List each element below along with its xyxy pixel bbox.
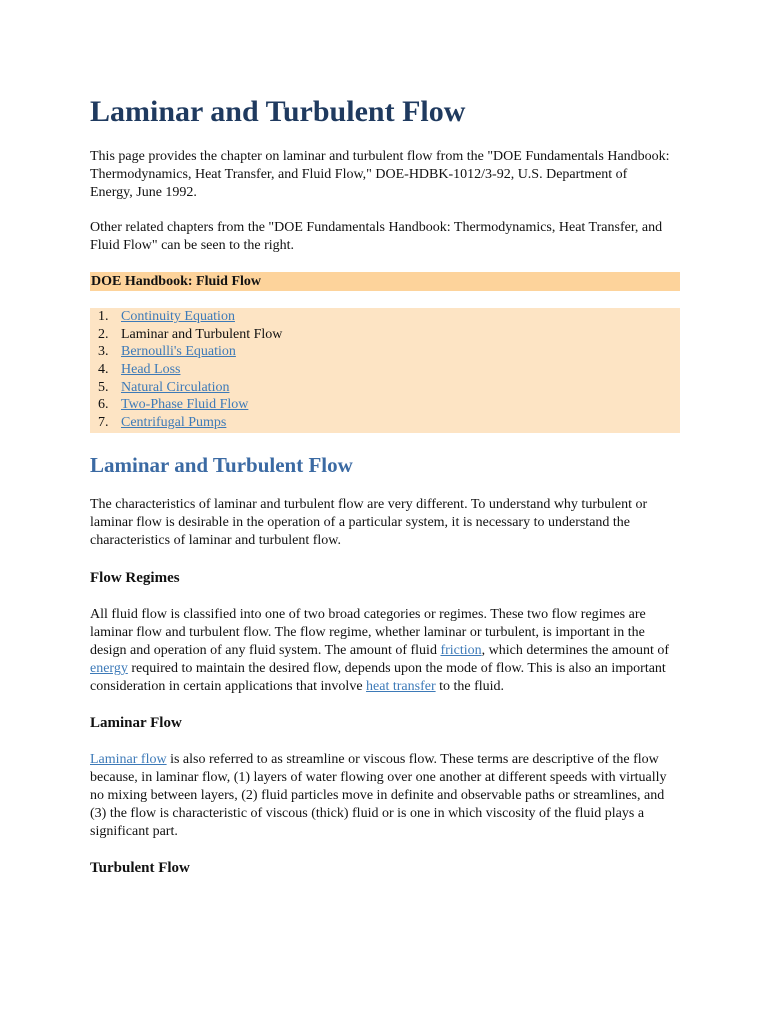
flow-regimes-text-a: All fluid flow is classified into one of two broad categories or regimes. These two flow regimes are laminar flow and turbulent flow. The flow regime, whether laminar or turbulent, is important in the design and operation of any fluid system. The amount of fluid xyxy=(90,607,646,658)
flow-regimes-text-b: , which determines the amount of xyxy=(481,643,670,658)
chapters-box-title: DOE Handbook: Fluid Flow xyxy=(91,274,261,289)
chapter-number: 2. xyxy=(98,326,109,342)
chapter-item xyxy=(90,414,680,432)
section-intro-paragraph: The characteristics of laminar and turbulent flow are very different. To understand why turbulent or laminar flow is desirable in the operation of a particular system, it is necessary to understand the characteristics of laminar and turbulent flow. xyxy=(90,497,648,548)
friction-link[interactable]: friction xyxy=(440,643,482,658)
flow-regimes-text-c: required to maintain the desired flow, depends upon the mode of flow. This is also an important consideration in certain applications that involve xyxy=(90,661,666,694)
laminar-flow-paragraph xyxy=(90,751,680,841)
flow-regimes-paragraph xyxy=(90,606,680,696)
chapter-item xyxy=(90,396,680,414)
chapter-link-head-loss[interactable]: Head Loss xyxy=(121,362,181,378)
heat-transfer-link[interactable]: heat transfer xyxy=(366,679,436,694)
chapter-number: 6. xyxy=(98,397,109,413)
chapter-item xyxy=(90,379,680,397)
laminar-flow-heading: Laminar Flow xyxy=(90,715,182,731)
page-title: Laminar and Turbulent Flow xyxy=(90,95,466,128)
energy-link[interactable]: energy xyxy=(90,661,128,676)
flow-regimes-text-d: to the fluid. xyxy=(435,679,505,694)
chapter-item xyxy=(90,326,680,344)
flow-regimes-heading: Flow Regimes xyxy=(90,570,180,586)
chapter-item xyxy=(90,361,680,379)
chapter-number: 4. xyxy=(98,362,109,378)
chapter-number: 7. xyxy=(98,415,109,431)
chapter-link-centrifugal-pumps[interactable]: Centrifugal Pumps xyxy=(121,415,227,431)
chapter-number: 5. xyxy=(98,379,109,395)
chapter-link-two-phase-fluid-flow[interactable]: Two-Phase Fluid Flow xyxy=(121,397,249,413)
chapter-link-natural-circulation[interactable]: Natural Circulation xyxy=(121,379,230,395)
chapter-link-continuity-equation[interactable]: Continuity Equation xyxy=(121,309,235,324)
section-heading: Laminar and Turbulent Flow xyxy=(90,453,353,477)
turbulent-flow-heading: Turbulent Flow xyxy=(90,860,190,876)
chapters-box xyxy=(90,308,680,433)
chapter-current-laminar-turbulent: Laminar and Turbulent Flow xyxy=(121,326,283,342)
laminar-flow-link[interactable]: Laminar flow xyxy=(90,752,167,767)
chapters-box-header xyxy=(90,272,680,291)
chapter-item xyxy=(90,308,680,326)
chapter-number: 3. xyxy=(98,344,109,360)
chapter-item xyxy=(90,343,680,361)
chapter-number: 1. xyxy=(98,309,109,324)
intro-paragraph-1: This page provides the chapter on laminar and turbulent flow from the "DOE Fundamentals Handbook: Thermodynamics, Heat Transfer, and Fluid Flow," DOE-HDBK-1012/3-92, U.S. Department of Energy, June 1992. xyxy=(90,149,670,200)
intro-paragraph-2: Other related chapters from the "DOE Fundamentals Handbook: Thermodynamics, Heat Transfer, and Fluid Flow" can be seen to the right. xyxy=(90,220,663,253)
laminar-flow-text: is also referred to as streamline or viscous flow. These terms are descriptive of the flow because, in laminar flow, (1) layers of water flowing over one another at different speeds with virtually no mixing between layers, (2) fluid particles move in definite and observable paths or streamlines, and (3) the flow is characteristic of viscous (thick) fluid or is one in which viscosity of the fluid plays a significant part. xyxy=(90,752,667,839)
chapter-list xyxy=(90,308,680,432)
chapter-link-bernoullis-equation[interactable]: Bernoulli's Equation xyxy=(121,344,236,360)
